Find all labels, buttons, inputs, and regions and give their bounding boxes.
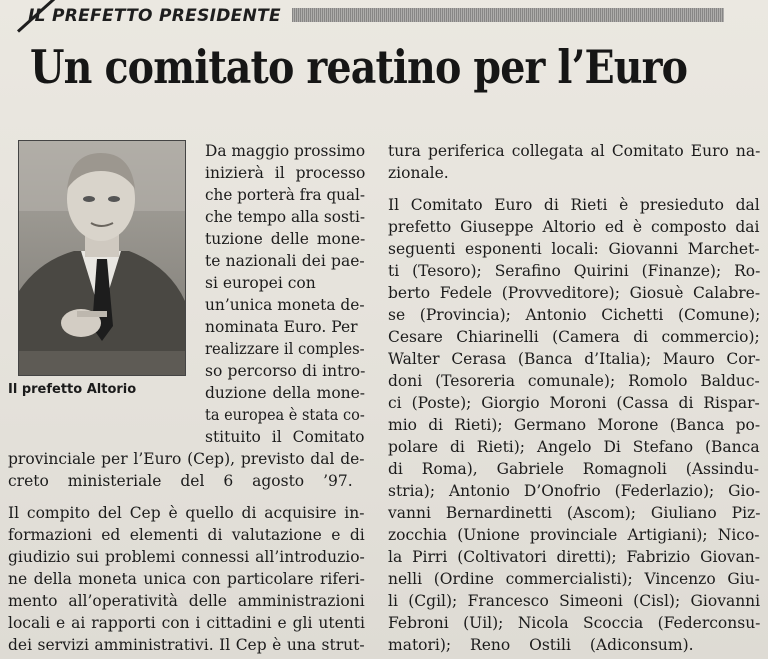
left-column-line: dei servizi amministrativi. Il Cep è una strut- [8,636,365,654]
left-column-line: si europei con [205,274,316,292]
left-column-line: ta europea è stata co- [205,406,365,424]
left-column-line: realizzare il comples- [205,340,365,358]
right-column-line: Walter Cerasa (Banca d’Italia); Mauro Cor- [388,350,761,368]
right-column-line: berto Fedele (Provveditore); Giosuè Calabre- [388,284,761,302]
right-column-line: matori); Reno Ostili (Adiconsum). [388,636,694,654]
right-column-line: ci (Poste); Giorgio Moroni (Cassa di Rispar- [388,394,760,412]
kicker-label: IL PREFETTO PRESIDENTE [28,6,281,26]
headline: Un comitato reatino per l’Euro [30,40,688,94]
left-column-line: un’unica moneta de- [205,296,365,314]
left-column-line: mento all’operatività delle amministrazioni [8,592,365,610]
left-column-line: stituito il Comitato [205,428,365,446]
right-column-line: mio di Rieti); Germano Morone (Banca po- [388,416,761,434]
left-column-line: duzione della mone- [205,384,366,402]
right-column-line: seguenti esponenti locali: Giovanni Marchet- [388,240,760,258]
right-column-line: zocchia (Unione provinciale Artigiani); Nico- [388,526,760,544]
portrait-illustration [19,141,185,375]
left-column-line: formazioni ed elementi di valutazione e di [8,526,365,544]
right-column-line: Il Comitato Euro di Rieti è presieduto dal [388,196,760,214]
left-column-line: te nazionali dei pae- [205,252,365,270]
right-column-line: prefetto Giuseppe Altorio ed è composto dai [388,218,760,236]
right-column-line: Cesare Chiarinelli (Camera di commercio); [388,328,760,346]
left-column-line: tuzione delle mone- [205,230,366,248]
right-column-line: li (Cgil); Francesco Simeoni (Cisl); Giovanni [388,592,761,610]
right-column-line: tura periferica collegata al Comitato Euro na- [388,142,761,160]
right-column-line: vanni Bernardinetti (Ascom); Giuliano Piz- [388,504,761,522]
left-column-line: giudizio sui problemi connessi all’introduzio- [8,548,365,566]
left-column-line: Da maggio prossimo [205,142,366,160]
left-column-line: inizierà il processo [205,164,366,182]
left-column-line: ne della moneta unica con particolare riferi- [8,570,365,588]
portrait-photo [18,140,186,376]
right-column-line: stria); Antonio D’Onofrio (Federlazio); Gio- [388,482,761,500]
left-column-line: che tempo alla sosti- [205,208,366,226]
left-column-line: creto ministeriale del 6 agosto ’97. [8,472,353,490]
right-column-line: se (Provincia); Antonio Cichetti (Comune); [388,306,761,324]
right-column-line: doni (Tesoreria comunale); Romolo Balduc- [388,372,760,390]
right-column-line: Febroni (Uil); Nicola Scoccia (Federconsu- [388,614,761,632]
left-column-line: Il compito del Cep è quello di acquisire in- [8,504,365,522]
right-column-line: polare di Rieti); Angelo Di Stefano (Banca [388,438,760,456]
left-column-line: so percorso di intro- [205,362,366,380]
left-column-line: provinciale per l’Euro (Cep), previsto dal de- [8,450,365,468]
kicker-rule [292,8,724,22]
right-column-line: zionale. [388,164,449,182]
left-column-line: nominata Euro. Per [205,318,358,336]
photo-caption: Il prefetto Altorio [8,382,137,397]
right-column-line: ti (Tesoro); Serafino Quirini (Finanze); Ro- [388,262,761,280]
left-column-line: che porterà fra qual- [205,186,366,204]
right-column-line: la Pirri (Coltivatori diretti); Fabrizio Giovan- [388,548,761,566]
right-column-line: nelli (Ordine commercialisti); Vincenzo Giu- [388,570,760,588]
left-column-line: locali e ai rapporti con i cittadini e gli utenti [8,614,365,632]
right-column-line: di Roma), Gabriele Romagnoli (Assindu- [388,460,760,478]
